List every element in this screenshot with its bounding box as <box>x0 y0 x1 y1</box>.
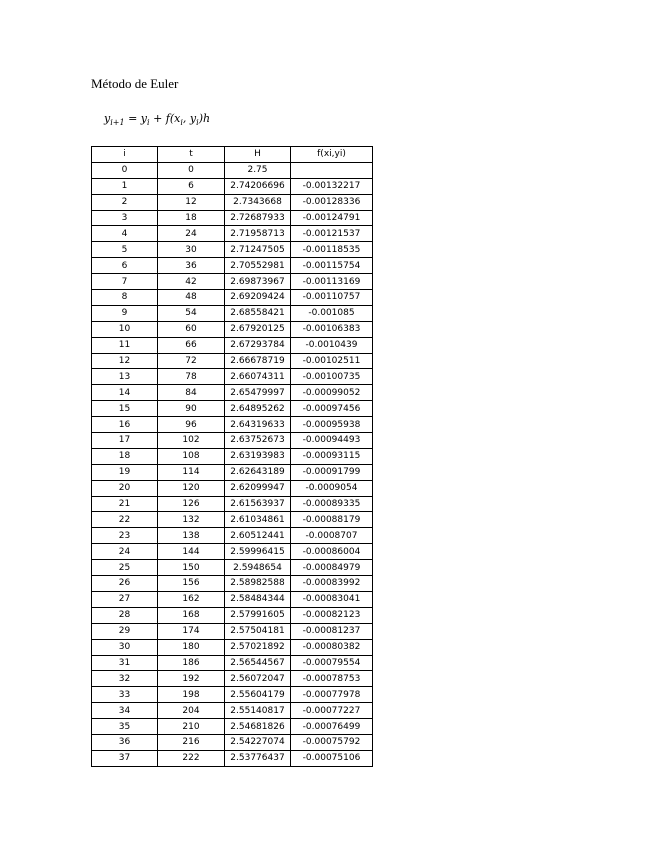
cell-fxiyi: -0.00081237 <box>291 623 373 639</box>
cell-fxiyi: -0.00110757 <box>291 290 373 306</box>
cell-i: 21 <box>92 496 158 512</box>
cell-fxiyi: -0.00075106 <box>291 750 373 766</box>
cell-t: 222 <box>158 750 225 766</box>
table-row <box>92 417 373 433</box>
cell-i: 3 <box>92 210 158 226</box>
table-row <box>92 226 373 242</box>
cell-i: 27 <box>92 591 158 607</box>
cell-fxiyi: -0.00099052 <box>291 385 373 401</box>
cell-fxiyi: -0.00118535 <box>291 242 373 258</box>
cell-h: 2.56072047 <box>225 671 291 687</box>
table-row <box>92 560 373 576</box>
table-row <box>92 591 373 607</box>
cell-i: 7 <box>92 274 158 290</box>
cell-i: 0 <box>92 162 158 178</box>
cell-h: 2.55604179 <box>225 687 291 703</box>
cell-h: 2.64319633 <box>225 417 291 433</box>
cell-i: 13 <box>92 369 158 385</box>
cell-t: 210 <box>158 719 225 735</box>
table-row <box>92 576 373 592</box>
cell-i: 11 <box>92 337 158 353</box>
cell-t: 30 <box>158 242 225 258</box>
cell-i: 33 <box>92 687 158 703</box>
cell-fxiyi: -0.00089335 <box>291 496 373 512</box>
cell-h: 2.67920125 <box>225 321 291 337</box>
cell-t: 36 <box>158 258 225 274</box>
header-t: t <box>158 147 225 163</box>
cell-fxiyi: -0.00093115 <box>291 448 373 464</box>
cell-h: 2.60512441 <box>225 528 291 544</box>
cell-i: 22 <box>92 512 158 528</box>
cell-i: 36 <box>92 734 158 750</box>
table-row <box>92 353 373 369</box>
cell-t: 60 <box>158 321 225 337</box>
table-row <box>92 480 373 496</box>
table-row <box>92 385 373 401</box>
cell-t: 96 <box>158 417 225 433</box>
table-row <box>92 337 373 353</box>
cell-fxiyi: -0.00075792 <box>291 734 373 750</box>
cell-fxiyi: -0.0010439 <box>291 337 373 353</box>
cell-t: 162 <box>158 591 225 607</box>
cell-t: 174 <box>158 623 225 639</box>
cell-h: 2.61034861 <box>225 512 291 528</box>
cell-t: 150 <box>158 560 225 576</box>
table-row <box>92 433 373 449</box>
cell-h: 2.57504181 <box>225 623 291 639</box>
cell-i: 37 <box>92 750 158 766</box>
table-row <box>92 512 373 528</box>
cell-h: 2.69209424 <box>225 290 291 306</box>
table-row <box>92 464 373 480</box>
table-row <box>92 623 373 639</box>
cell-t: 108 <box>158 448 225 464</box>
cell-h: 2.62099947 <box>225 480 291 496</box>
cell-h: 2.53776437 <box>225 750 291 766</box>
cell-t: 186 <box>158 655 225 671</box>
cell-h: 2.5948654 <box>225 560 291 576</box>
cell-h: 2.67293784 <box>225 337 291 353</box>
cell-t: 120 <box>158 480 225 496</box>
cell-h: 2.58982588 <box>225 576 291 592</box>
table-row <box>92 242 373 258</box>
cell-fxiyi: -0.00084979 <box>291 560 373 576</box>
cell-t: 6 <box>158 178 225 194</box>
cell-fxiyi: -0.00124791 <box>291 210 373 226</box>
cell-fxiyi: -0.00128336 <box>291 194 373 210</box>
cell-t: 102 <box>158 433 225 449</box>
cell-t: 156 <box>158 576 225 592</box>
cell-h: 2.66678719 <box>225 353 291 369</box>
cell-i: 16 <box>92 417 158 433</box>
cell-i: 24 <box>92 544 158 560</box>
cell-i: 34 <box>92 703 158 719</box>
cell-fxiyi <box>291 162 373 178</box>
cell-h: 2.70552981 <box>225 258 291 274</box>
table-row <box>92 703 373 719</box>
cell-fxiyi: -0.00083041 <box>291 591 373 607</box>
cell-fxiyi: -0.00121537 <box>291 226 373 242</box>
cell-t: 114 <box>158 464 225 480</box>
cell-fxiyi: -0.00082123 <box>291 607 373 623</box>
cell-h: 2.57021892 <box>225 639 291 655</box>
cell-i: 20 <box>92 480 158 496</box>
cell-t: 138 <box>158 528 225 544</box>
cell-i: 28 <box>92 607 158 623</box>
table-row <box>92 687 373 703</box>
cell-i: 15 <box>92 401 158 417</box>
table-row <box>92 750 373 766</box>
cell-h: 2.65479997 <box>225 385 291 401</box>
cell-fxiyi: -0.00097456 <box>291 401 373 417</box>
table-body <box>92 162 373 766</box>
cell-i: 2 <box>92 194 158 210</box>
cell-i: 25 <box>92 560 158 576</box>
cell-t: 54 <box>158 305 225 321</box>
table-row <box>92 671 373 687</box>
cell-i: 1 <box>92 178 158 194</box>
cell-t: 126 <box>158 496 225 512</box>
cell-i: 26 <box>92 576 158 592</box>
cell-h: 2.59996415 <box>225 544 291 560</box>
cell-t: 84 <box>158 385 225 401</box>
table-row <box>92 194 373 210</box>
cell-fxiyi: -0.0008707 <box>291 528 373 544</box>
cell-h: 2.75 <box>225 162 291 178</box>
cell-t: 180 <box>158 639 225 655</box>
table-row <box>92 274 373 290</box>
cell-fxiyi: -0.00113169 <box>291 274 373 290</box>
euler-formula: $y_{i+1} = y_i + f(x_i$, $y_i)h$ <box>104 112 211 128</box>
header-row <box>92 147 373 163</box>
cell-h: 2.54227074 <box>225 734 291 750</box>
cell-fxiyi: -0.001085 <box>291 305 373 321</box>
table-row <box>92 734 373 750</box>
cell-h: 2.7343668 <box>225 194 291 210</box>
table-row <box>92 321 373 337</box>
cell-h: 2.68558421 <box>225 305 291 321</box>
cell-i: 32 <box>92 671 158 687</box>
cell-i: 23 <box>92 528 158 544</box>
cell-i: 12 <box>92 353 158 369</box>
cell-i: 30 <box>92 639 158 655</box>
cell-fxiyi: -0.00076499 <box>291 719 373 735</box>
cell-t: 72 <box>158 353 225 369</box>
document-title: Método de Euler <box>91 76 179 91</box>
cell-i: 31 <box>92 655 158 671</box>
table-header <box>92 147 373 163</box>
table-row <box>92 369 373 385</box>
header-i: i <box>92 147 158 163</box>
cell-fxiyi: -0.00094493 <box>291 433 373 449</box>
cell-i: 35 <box>92 719 158 735</box>
cell-fxiyi: -0.00132217 <box>291 178 373 194</box>
table-row <box>92 544 373 560</box>
cell-h: 2.63193983 <box>225 448 291 464</box>
table-row <box>92 401 373 417</box>
cell-t: 192 <box>158 671 225 687</box>
table-row <box>92 258 373 274</box>
cell-h: 2.71247505 <box>225 242 291 258</box>
cell-h: 2.63752673 <box>225 433 291 449</box>
cell-fxiyi: -0.00078753 <box>291 671 373 687</box>
header-h: H <box>225 147 291 163</box>
cell-h: 2.57991605 <box>225 607 291 623</box>
header-fxiyi: f(xi,yi) <box>291 147 373 163</box>
table-row <box>92 290 373 306</box>
cell-i: 29 <box>92 623 158 639</box>
cell-i: 8 <box>92 290 158 306</box>
cell-fxiyi: -0.00106383 <box>291 321 373 337</box>
table-row <box>92 448 373 464</box>
cell-i: 17 <box>92 433 158 449</box>
cell-fxiyi: -0.00102511 <box>291 353 373 369</box>
cell-t: 216 <box>158 734 225 750</box>
cell-t: 144 <box>158 544 225 560</box>
euler-table <box>91 146 373 767</box>
cell-i: 9 <box>92 305 158 321</box>
cell-fxiyi: -0.00091799 <box>291 464 373 480</box>
cell-t: 24 <box>158 226 225 242</box>
table-row <box>92 528 373 544</box>
cell-fxiyi: -0.00077978 <box>291 687 373 703</box>
cell-t: 198 <box>158 687 225 703</box>
cell-t: 18 <box>158 210 225 226</box>
cell-h: 2.56544567 <box>225 655 291 671</box>
cell-i: 5 <box>92 242 158 258</box>
table-row <box>92 639 373 655</box>
cell-i: 10 <box>92 321 158 337</box>
cell-i: 18 <box>92 448 158 464</box>
table-row <box>92 496 373 512</box>
cell-t: 12 <box>158 194 225 210</box>
cell-fxiyi: -0.00083992 <box>291 576 373 592</box>
cell-i: 6 <box>92 258 158 274</box>
cell-h: 2.64895262 <box>225 401 291 417</box>
cell-h: 2.71958713 <box>225 226 291 242</box>
cell-h: 2.55140817 <box>225 703 291 719</box>
table-row <box>92 719 373 735</box>
table-row <box>92 655 373 671</box>
cell-t: 132 <box>158 512 225 528</box>
cell-fxiyi: -0.00086004 <box>291 544 373 560</box>
cell-fxiyi: -0.0009054 <box>291 480 373 496</box>
cell-t: 204 <box>158 703 225 719</box>
cell-h: 2.61563937 <box>225 496 291 512</box>
table-row <box>92 305 373 321</box>
cell-h: 2.58484344 <box>225 591 291 607</box>
cell-fxiyi: -0.00080382 <box>291 639 373 655</box>
cell-fxiyi: -0.00077227 <box>291 703 373 719</box>
cell-i: 4 <box>92 226 158 242</box>
cell-h: 2.62643189 <box>225 464 291 480</box>
cell-fxiyi: -0.00079554 <box>291 655 373 671</box>
cell-h: 2.74206696 <box>225 178 291 194</box>
cell-t: 42 <box>158 274 225 290</box>
cell-t: 66 <box>158 337 225 353</box>
cell-h: 2.69873967 <box>225 274 291 290</box>
cell-fxiyi: -0.00115754 <box>291 258 373 274</box>
cell-h: 2.54681826 <box>225 719 291 735</box>
cell-fxiyi: -0.00088179 <box>291 512 373 528</box>
cell-t: 48 <box>158 290 225 306</box>
cell-h: 2.72687933 <box>225 210 291 226</box>
table-row <box>92 607 373 623</box>
cell-fxiyi: -0.00095938 <box>291 417 373 433</box>
cell-i: 14 <box>92 385 158 401</box>
cell-t: 0 <box>158 162 225 178</box>
cell-fxiyi: -0.00100735 <box>291 369 373 385</box>
cell-h: 2.66074311 <box>225 369 291 385</box>
cell-i: 19 <box>92 464 158 480</box>
cell-t: 78 <box>158 369 225 385</box>
table-row <box>92 210 373 226</box>
cell-t: 168 <box>158 607 225 623</box>
table-row <box>92 178 373 194</box>
cell-t: 90 <box>158 401 225 417</box>
table-row <box>92 162 373 178</box>
